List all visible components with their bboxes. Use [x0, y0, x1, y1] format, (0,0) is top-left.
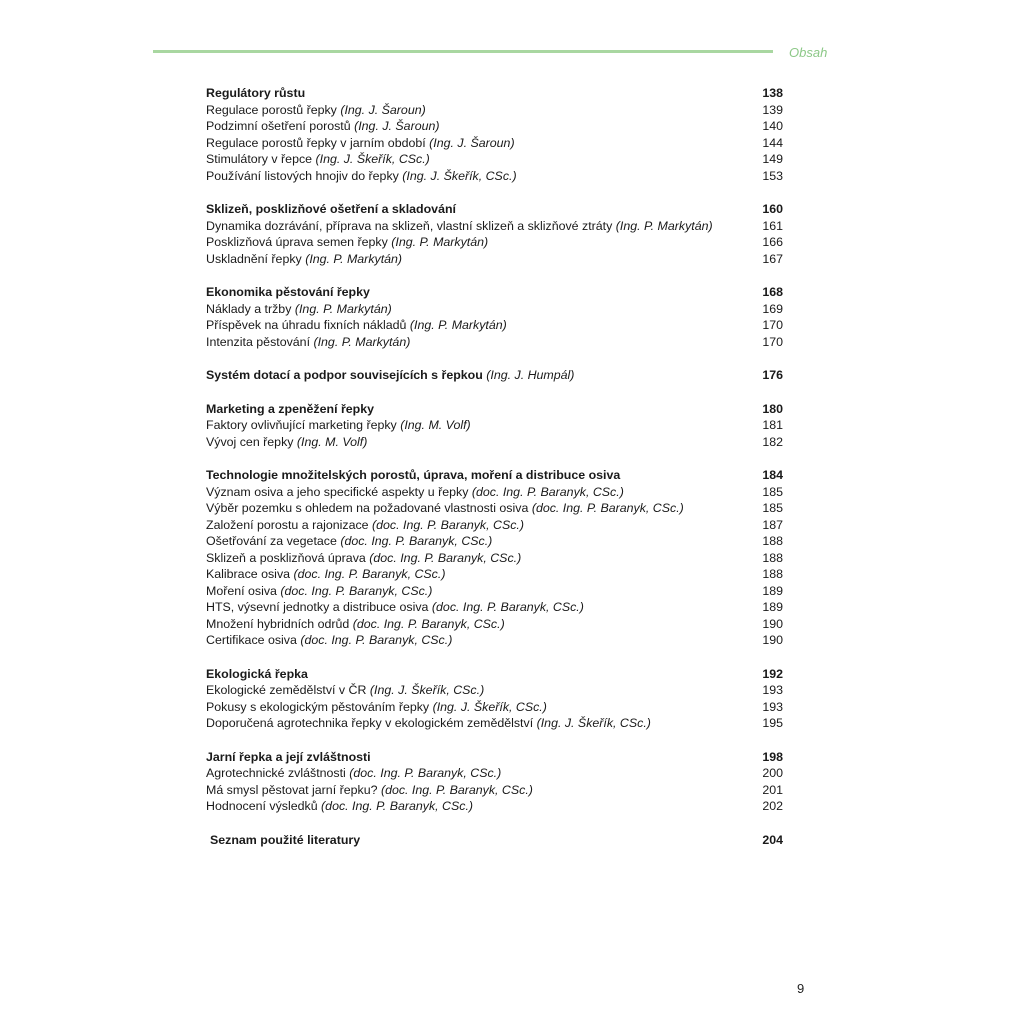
toc-section — [206, 85, 783, 184]
toc-entry-page-number: 201 — [762, 782, 783, 797]
toc-entry-page-number: 139 — [762, 102, 783, 117]
section-page-number: 184 — [762, 468, 783, 482]
toc-entry-author: (Ing. M. Volf) — [400, 418, 471, 432]
toc-section-heading — [206, 666, 783, 683]
toc-section-heading — [206, 832, 783, 849]
section-heading-title: Technologie množitelských porostů, úprava, moření a distribuce osiva — [206, 468, 621, 482]
toc-entry — [206, 599, 783, 616]
toc-entry — [206, 417, 783, 434]
toc-section-heading — [206, 367, 783, 384]
toc-entry-author: (Ing. J. Škeřík, CSc.) — [369, 683, 485, 697]
toc-entry-page-number: 161 — [762, 218, 783, 233]
toc-section — [206, 401, 783, 451]
toc-entry-page-number: 189 — [762, 583, 783, 598]
toc-entry-author: (Ing. P. Markytán) — [313, 334, 411, 349]
toc-entry-title: Ekologické zemědělství v ČR — [206, 683, 367, 697]
section-heading-title: Sklizeň, posklizňové ošetření a skladování — [206, 202, 456, 216]
toc-entry-text — [206, 583, 756, 600]
toc-entry-title: Ošetřování za vegetace — [206, 534, 337, 548]
toc-entry-text — [206, 616, 756, 633]
section-heading-title: Systém dotací a podpor souvisejících s řepkou — [206, 368, 483, 382]
toc-entry-text — [206, 301, 756, 318]
toc-entry-author: (Ing. J. Škeřík, CSc.) — [402, 168, 517, 183]
toc-entry — [206, 218, 783, 235]
toc-entry-author: (doc. Ing. P. Baranyk, CSc.) — [372, 517, 524, 532]
toc-entry-text — [206, 715, 756, 732]
toc-entry-text — [206, 798, 756, 815]
toc-entry — [206, 151, 783, 168]
toc-entry-title: Hodnocení výsledků — [206, 799, 318, 813]
section-heading-text — [206, 749, 756, 766]
toc-entry-text — [206, 500, 756, 517]
toc-entry — [206, 632, 783, 649]
toc-entry-page-number: 181 — [762, 418, 783, 432]
toc-entry — [206, 550, 783, 567]
toc-entry-title: Podzimní ošetření porostů — [206, 119, 351, 133]
toc-entry-page-number: 188 — [762, 567, 783, 581]
toc-entry-title: Sklizeň a posklizňová úprava — [206, 550, 366, 565]
section-heading-text — [206, 832, 756, 849]
toc-entry-page-number: 169 — [762, 301, 783, 316]
toc-entry — [206, 616, 783, 633]
section-heading-title: Ekonomika pěstování řepky — [206, 285, 370, 299]
toc-entry — [206, 500, 783, 517]
toc-entry-author: (Ing. J. Šaroun) — [340, 102, 426, 117]
toc-entry-page-number: 149 — [762, 152, 783, 166]
toc-entry-text — [206, 517, 756, 534]
toc-entry-title: Pokusy s ekologickým pěstováním řepky — [206, 699, 430, 714]
toc-entry-page-number: 185 — [762, 501, 783, 515]
page-number: 9 — [797, 981, 805, 996]
toc-section — [206, 367, 783, 384]
toc-entry — [206, 699, 783, 716]
toc-entry-page-number: 170 — [762, 334, 783, 349]
toc-entry — [206, 135, 783, 152]
section-heading-author: (Ing. J. Humpál) — [486, 368, 575, 382]
toc-entry-author: (doc. Ing. P. Baranyk, CSc.) — [300, 633, 453, 647]
toc-entry-text — [206, 765, 756, 782]
section-heading-title: Jarní řepka a její zvláštnosti — [206, 749, 371, 764]
toc-entry-text — [206, 484, 756, 501]
toc-entry-title: Regulace porostů řepky — [206, 102, 337, 117]
section-page-number: 138 — [762, 86, 783, 100]
table-of-contents — [206, 85, 783, 865]
toc-entry-author: (doc. Ing. P. Baranyk, CSc.) — [531, 501, 684, 515]
section-heading-title: Marketing a zpeněžení řepky — [206, 401, 375, 416]
toc-entry-text — [206, 417, 756, 434]
toc-entry — [206, 682, 783, 699]
toc-entry-text — [206, 151, 756, 168]
toc-entry-author: (doc. Ing. P. Baranyk, CSc.) — [431, 600, 584, 614]
toc-entry — [206, 251, 783, 268]
toc-entry-text — [206, 118, 756, 135]
toc-entry — [206, 583, 783, 600]
toc-entry — [206, 301, 783, 318]
toc-entry-author: (Ing. P. Markytán) — [294, 301, 392, 316]
toc-entry-title: Náklady a tržby — [206, 301, 292, 316]
toc-entry — [206, 566, 783, 583]
toc-entry-author: (doc. Ing. P. Baranyk, CSc.) — [369, 550, 522, 565]
toc-entry-text — [206, 632, 756, 649]
toc-entry-page-number: 185 — [762, 484, 783, 499]
toc-entry-page-number: 167 — [762, 251, 783, 266]
section-heading-text — [206, 85, 756, 102]
toc-entry-text — [206, 782, 756, 799]
toc-entry-title: Používání listových hnojiv do řepky — [206, 168, 399, 183]
toc-entry-page-number: 182 — [762, 434, 783, 449]
toc-entry-author: (doc. Ing. P. Baranyk, CSc.) — [321, 799, 474, 813]
toc-section-heading — [206, 201, 783, 218]
toc-entry — [206, 118, 783, 135]
toc-entry-title: Agrotechnické zvláštnosti — [206, 766, 346, 780]
toc-section-heading — [206, 284, 783, 301]
toc-entry-title: Intenzita pěstování — [206, 334, 311, 349]
toc-entry-page-number: 193 — [762, 699, 783, 714]
header-rule — [153, 50, 773, 53]
toc-entry — [206, 102, 783, 119]
toc-entry — [206, 798, 783, 815]
toc-entry-text — [206, 234, 756, 251]
toc-entry-author: (Ing. P. Markytán) — [305, 251, 403, 266]
toc-entry — [206, 517, 783, 534]
toc-entry-text — [206, 251, 756, 268]
toc-section — [206, 467, 783, 649]
toc-entry-title: Kalibrace osiva — [206, 567, 291, 581]
header-title: Obsah — [789, 45, 828, 60]
toc-entry-title: Certifikace osiva — [206, 633, 297, 647]
toc-entry-page-number: 190 — [762, 633, 783, 647]
toc-entry-title: Vývoj cen řepky — [206, 434, 294, 449]
toc-entry-title: Regulace porostů řepky v jarním období — [206, 135, 426, 150]
toc-entry-author: (Ing. J. Škeřík, CSc.) — [432, 699, 547, 714]
toc-entry-text — [206, 550, 756, 567]
section-heading-title: Seznam použité literatury — [210, 832, 361, 847]
toc-entry-page-number: 200 — [762, 766, 783, 780]
toc-entry-page-number: 189 — [762, 600, 783, 614]
toc-entry-author: (Ing. P. Markytán) — [409, 318, 507, 332]
toc-entry-page-number: 166 — [762, 235, 783, 249]
toc-entry-text — [206, 135, 756, 152]
toc-entry-title: Faktory ovlivňující marketing řepky — [206, 418, 397, 432]
toc-section-heading — [206, 85, 783, 102]
toc-entry-text — [206, 218, 756, 235]
toc-section-heading — [206, 749, 783, 766]
toc-section — [206, 832, 783, 849]
toc-entry-page-number: 187 — [762, 517, 783, 532]
section-heading-text — [206, 201, 756, 218]
toc-entry-author: (doc. Ing. P. Baranyk, CSc.) — [380, 782, 533, 797]
toc-entry-author: (Ing. J. Škeřík, CSc.) — [536, 716, 651, 730]
toc-entry-page-number: 153 — [762, 168, 783, 183]
section-heading-text — [206, 367, 756, 384]
toc-entry-page-number: 170 — [762, 318, 783, 332]
toc-entry-title: Význam osiva a jeho specifické aspekty u řepky — [206, 484, 469, 499]
toc-entry-title: Má smysl pěstovat jarní řepku? — [206, 782, 378, 797]
toc-entry-title: Výběr pozemku s ohledem na požadované vlastnosti osiva — [206, 501, 529, 515]
toc-entry-author: (doc. Ing. P. Baranyk, CSc.) — [340, 534, 493, 548]
section-heading-text — [206, 467, 756, 484]
toc-entry-title: Moření osiva — [206, 583, 277, 598]
section-page-number: 176 — [762, 368, 783, 382]
toc-section — [206, 749, 783, 815]
toc-section — [206, 201, 783, 267]
toc-entry-title: Doporučená agrotechnika řepky v ekologickém zemědělství — [206, 716, 534, 730]
toc-entry-title: HTS, výsevní jednotky a distribuce osiva — [206, 600, 429, 614]
toc-entry-page-number: 188 — [762, 550, 783, 565]
toc-entry-text — [206, 168, 756, 185]
toc-entry — [206, 334, 783, 351]
toc-entry-author: (doc. Ing. P. Baranyk, CSc.) — [471, 484, 624, 499]
toc-entry — [206, 484, 783, 501]
toc-entry-author: (doc. Ing. P. Baranyk, CSc.) — [280, 583, 433, 598]
section-page-number: 198 — [762, 749, 783, 764]
section-heading-text — [206, 284, 756, 301]
toc-entry-title: Založení porostu a rajonizace — [206, 517, 369, 532]
toc-entry — [206, 168, 783, 185]
toc-entry-title: Uskladnění řepky — [206, 251, 302, 266]
toc-entry-author: (doc. Ing. P. Baranyk, CSc.) — [293, 567, 446, 581]
toc-section-heading — [206, 401, 783, 418]
toc-entry-author: (Ing. J. Škeřík, CSc.) — [315, 152, 430, 166]
toc-entry-text — [206, 566, 756, 583]
toc-entry-text — [206, 317, 756, 334]
toc-entry-author: (doc. Ing. P. Baranyk, CSc.) — [352, 616, 505, 631]
toc-entry-text — [206, 699, 756, 716]
toc-entry — [206, 715, 783, 732]
toc-entry-author: (Ing. M. Volf) — [296, 434, 368, 449]
toc-entry — [206, 234, 783, 251]
toc-entry-text — [206, 334, 756, 351]
toc-entry — [206, 782, 783, 799]
toc-entry-text — [206, 599, 756, 616]
toc-entry-author: (Ing. J. Šaroun) — [429, 135, 515, 150]
toc-entry-text — [206, 533, 756, 550]
toc-entry-page-number: 193 — [762, 683, 783, 697]
toc-entry-page-number: 140 — [762, 119, 783, 133]
toc-entry-text — [206, 102, 756, 119]
toc-entry-title: Množení hybridních odrůd — [206, 616, 350, 631]
toc-entry — [206, 533, 783, 550]
section-heading-text — [206, 401, 756, 418]
section-page-number: 180 — [762, 401, 783, 416]
toc-entry-page-number: 190 — [762, 616, 783, 631]
toc-entry — [206, 317, 783, 334]
toc-entry-text — [206, 682, 756, 699]
toc-entry — [206, 765, 783, 782]
section-heading-text — [206, 666, 756, 683]
toc-entry-text — [206, 434, 756, 451]
section-heading-title: Regulátory růstu — [206, 86, 306, 100]
toc-section — [206, 284, 783, 350]
toc-entry-page-number: 188 — [762, 534, 783, 548]
toc-entry-title: Dynamika dozrávání, příprava na sklizeň, vlastní sklizeň a sklizňové ztráty — [206, 218, 613, 233]
toc-entry-title: Příspěvek na úhradu fixních nákladů — [206, 318, 407, 332]
toc-entry-title: Posklizňová úprava semen řepky — [206, 235, 388, 249]
section-page-number: 192 — [762, 666, 783, 681]
section-heading-title: Ekologická řepka — [206, 666, 308, 681]
toc-section — [206, 666, 783, 732]
toc-section-heading — [206, 467, 783, 484]
section-page-number: 168 — [762, 285, 783, 299]
toc-entry — [206, 434, 783, 451]
toc-entry-author: (Ing. P. Markytán) — [615, 218, 713, 233]
toc-entry-title: Stimulátory v řepce — [206, 152, 313, 166]
toc-entry-page-number: 195 — [762, 716, 783, 730]
toc-entry-page-number: 144 — [762, 135, 783, 150]
toc-entry-author: (Ing. J. Šaroun) — [354, 119, 440, 133]
toc-entry-author: (Ing. P. Markytán) — [391, 235, 489, 249]
section-page-number: 160 — [762, 202, 783, 216]
toc-entry-page-number: 202 — [762, 799, 783, 813]
section-page-number: 204 — [762, 832, 783, 847]
toc-entry-author: (doc. Ing. P. Baranyk, CSc.) — [349, 766, 502, 780]
